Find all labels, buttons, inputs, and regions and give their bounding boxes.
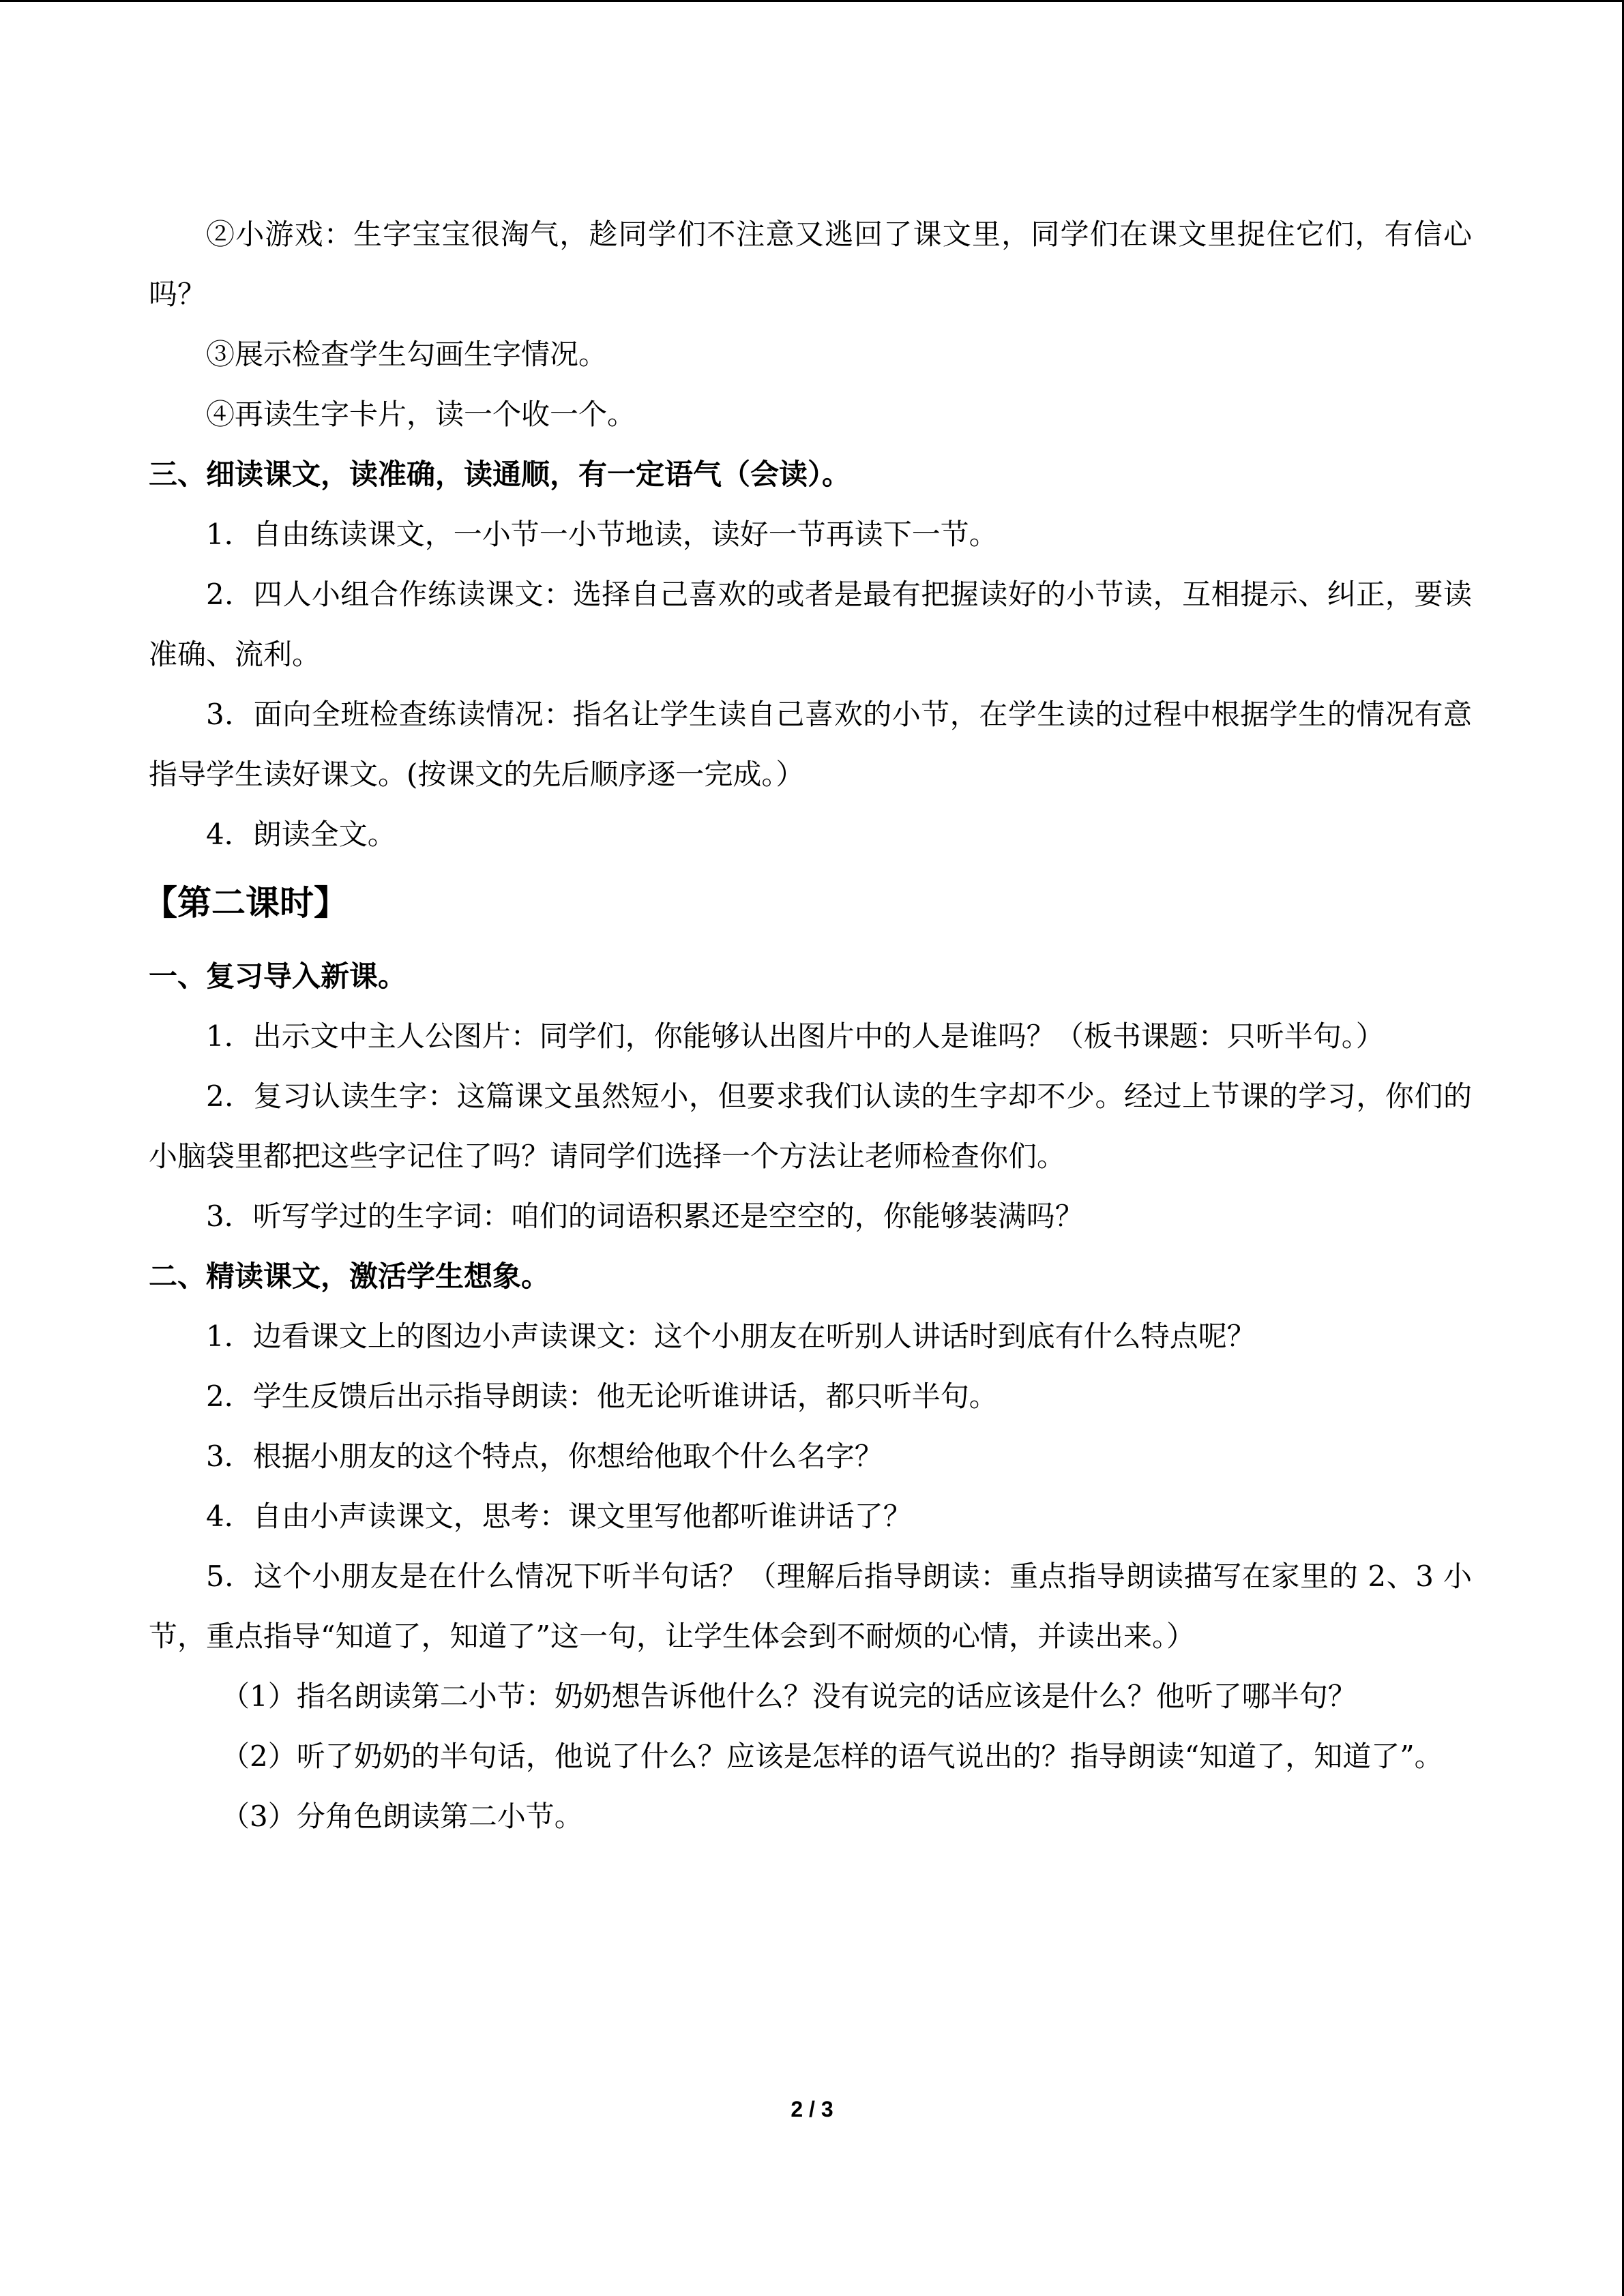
- para-look-read: 1．边看课文上的图边小声读课文：这个小朋友在听别人讲话时到底有什么特点呢？: [206, 1320, 1256, 1353]
- para-review-chars: 2．复习认读生字：这篇课文虽然短小，但要求我们认读的生字却不少。经过上节课的学习，你们的小脑袋里都把这些字记住了吗？请同学们选择一个方法让老师检查你们。: [149, 1079, 1472, 1173]
- para-show-picture: 1．出示文中主人公图片：同学们，你能够认出图片中的人是谁吗？（板书课题：只听半句。）: [206, 1019, 1385, 1053]
- para-think: 4．自由小声读课文，思考：课文里写他都听谁讲话了？: [206, 1500, 912, 1533]
- page-number: 2 / 3: [791, 2097, 833, 2121]
- heading-section-3: 三、细读课文，读准确，读通顺，有一定语气（会读）。: [149, 458, 851, 491]
- para-sub-3: （3）分角色朗读第二小节。: [221, 1800, 583, 1833]
- document-body: [143, 205, 1472, 1847]
- heading-review: 一、复习导入新课。: [149, 959, 407, 993]
- para-situation: 5．这个小朋友是在什么情况下听半句话？（理解后指导朗读：重点指导朗读描写在家里的 2、3 小节，重点指导“知道了，知道了”这一句，让学生体会到不耐烦的心情，并读出来。）: [149, 1560, 1472, 1653]
- para-game: ②小游戏：生字宝宝很淘气，趁同学们不注意又逃回了课文里，同学们在课文里捉住它们，有信心吗？: [149, 218, 1472, 311]
- para-class-check: 3．面向全班检查练读情况：指名让学生读自己喜欢的小节，在学生读的过程中根据学生的情况有意指导学生读好课文。(按课文的先后顺序逐一完成。）: [149, 698, 1472, 791]
- para-show-check: ③展示检查学生勾画生字情况。: [206, 338, 608, 371]
- para-sub-2: （2）听了奶奶的半句话，他说了什么？应该是怎样的语气说出的？指导朗读“知道了，知道了”。: [221, 1740, 1443, 1773]
- para-dictation: 3．听写学过的生字词：咱们的词语积累还是空空的，你能够装满吗？: [206, 1199, 1084, 1233]
- para-free-read: 1．自由练读课文，一小节一小节地读，读好一节再读下一节。: [206, 518, 998, 551]
- para-read-full: 4．朗读全文。: [206, 818, 396, 851]
- para-group-read: 2．四人小组合作练读课文：选择自己喜欢的或者是最有把握读好的小节读，互相提示、纠正，要读准确、流利。: [149, 578, 1472, 671]
- para-feedback: 2．学生反馈后出示指导朗读：他无论听谁讲话，都只听半句。: [206, 1380, 998, 1413]
- heading-intensive-read: 二、精读课文，激活学生想象。: [149, 1259, 550, 1293]
- para-name: 3．根据小朋友的这个特点，你想给他取个什么名字？: [206, 1440, 883, 1473]
- para-sub-1: （1）指名朗读第二小节：奶奶想告诉他什么？没有说完的话应该是什么？他听了哪半句？: [221, 1680, 1357, 1713]
- para-reread-cards: ④再读生字卡片，读一个收一个。: [206, 398, 636, 431]
- lesson-title-second: 【第二课时】: [143, 882, 348, 923]
